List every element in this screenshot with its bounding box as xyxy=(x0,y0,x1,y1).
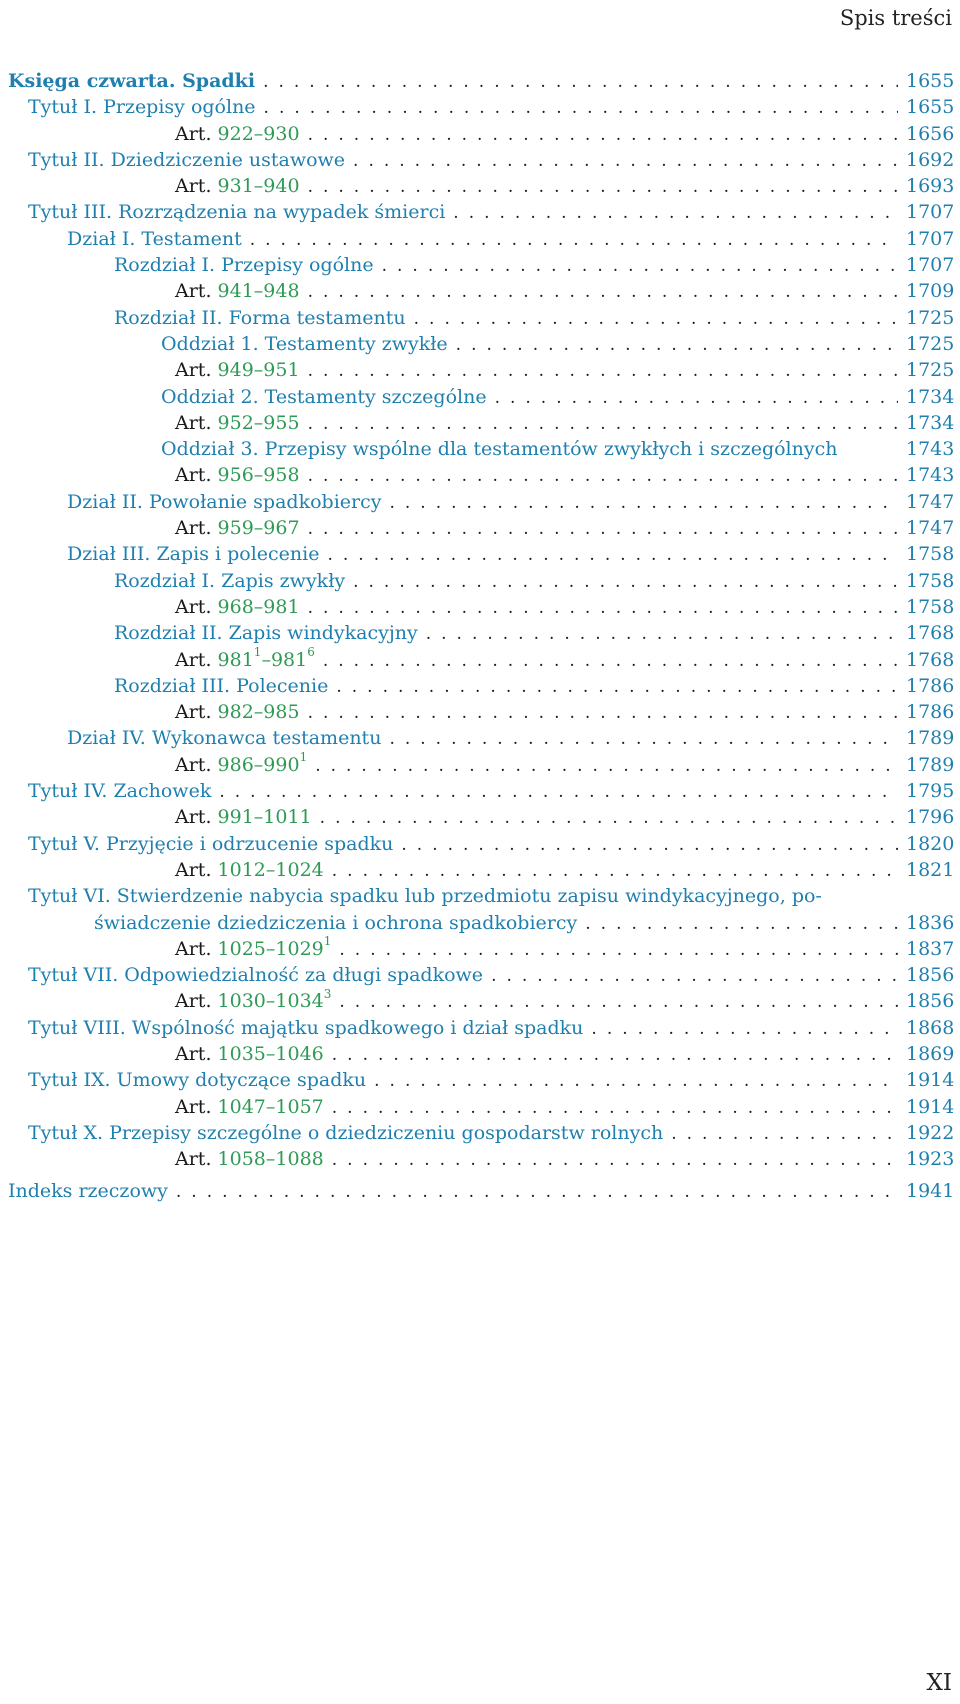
toc-entry-title-text[interactable]: Dział I. Testament xyxy=(67,227,242,250)
toc-entry-title[interactable] xyxy=(175,278,300,304)
toc-entry-title[interactable] xyxy=(114,568,345,594)
article-to: 1034 xyxy=(275,990,324,1013)
article-range-entry[interactable] xyxy=(8,410,955,436)
article-from: 1047 xyxy=(217,1095,266,1118)
article-to: 1088 xyxy=(275,1148,324,1171)
dot-leader xyxy=(585,911,898,937)
article-prefix: Art. xyxy=(175,990,212,1013)
toc-entry-title-text[interactable]: Tytuł II. Dziedziczenie ustawowe xyxy=(28,148,346,171)
toc-entry-title-text[interactable]: Tytuł I. Przepisy ogólne xyxy=(28,96,256,119)
toc-entry-page[interactable]: 1789 xyxy=(906,753,955,776)
article-from: 952 xyxy=(217,411,254,434)
dot-leader xyxy=(332,1042,898,1068)
article-prefix: Art. xyxy=(175,1042,212,1065)
toc-entry-title-text[interactable]: Tytuł VII. Odpowiedzialność za długi spadkowe xyxy=(28,964,484,987)
article-to: 967 xyxy=(263,517,300,540)
dot-leader xyxy=(308,411,898,437)
article-from: 1030 xyxy=(217,990,266,1013)
article-from: 1058 xyxy=(217,1148,266,1171)
dot-leader xyxy=(401,832,898,858)
dot-leader xyxy=(332,858,898,884)
dot-leader xyxy=(353,148,898,174)
article-from: 1012 xyxy=(217,858,266,881)
toc-entry-title[interactable] xyxy=(175,410,300,436)
toc-entry-title[interactable] xyxy=(175,1094,324,1120)
article-range-entry[interactable] xyxy=(8,357,955,383)
article-to: 1011 xyxy=(263,806,312,829)
article-prefix: Art. xyxy=(175,464,212,487)
article-to: 1024 xyxy=(275,858,324,881)
toc-entry-title[interactable] xyxy=(28,962,483,988)
dot-leader xyxy=(389,726,898,752)
toc-entry-page[interactable]: 1941 xyxy=(906,1180,955,1203)
article-range-entry[interactable] xyxy=(8,515,955,541)
article-from: 1025 xyxy=(217,937,266,960)
toc-entry-page[interactable]: 1656 xyxy=(906,122,955,145)
toc-entry-title[interactable] xyxy=(175,462,300,488)
toc-entry-title-text[interactable]: Księga czwarta. Spadki xyxy=(8,70,256,92)
article-range-entry[interactable] xyxy=(8,1094,955,1120)
article-range[interactable]: 1035–1046 xyxy=(217,1042,324,1065)
article-to: 958 xyxy=(263,464,300,487)
toc-entry-title-text[interactable]: Dział III. Zapis i polecenie xyxy=(67,543,320,566)
toc-entry[interactable] xyxy=(8,1120,955,1146)
article-prefix: Art. xyxy=(175,806,212,829)
dot-leader xyxy=(263,69,898,95)
toc-entry[interactable] xyxy=(8,384,955,410)
toc-entry-title[interactable] xyxy=(175,936,331,962)
article-prefix: Art. xyxy=(175,937,212,960)
toc-entry-page[interactable]: 1868 xyxy=(906,1016,955,1039)
dot-leader xyxy=(495,385,898,411)
toc-entry-title-text[interactable]: Rozdział II. Zapis windykacyjny xyxy=(114,622,418,645)
article-range[interactable]: 922–930 xyxy=(217,122,300,145)
article-range[interactable]: 1047–1057 xyxy=(217,1095,324,1118)
dot-leader xyxy=(339,937,898,963)
toc-entry-page[interactable]: 1796 xyxy=(906,806,955,829)
dot-leader xyxy=(323,648,898,674)
dot-leader xyxy=(308,358,898,384)
dot-leader xyxy=(308,122,898,148)
dot-leader xyxy=(264,95,898,121)
toc-entry[interactable] xyxy=(8,305,955,331)
toc-entry-title-text[interactable]: Oddział 3. Przepisy wspólne dla testamentów zwykłych i szczególnych xyxy=(161,438,838,461)
toc-entry[interactable] xyxy=(8,68,955,94)
article-to: 981 xyxy=(263,595,300,618)
toc-entry-title[interactable] xyxy=(175,173,300,199)
dot-leader xyxy=(491,963,898,989)
toc-entry[interactable] xyxy=(8,226,955,252)
toc-entry-title[interactable] xyxy=(161,384,487,410)
toc-entry-continuation[interactable] xyxy=(8,910,955,936)
toc-entry-page[interactable]: 1922 xyxy=(906,1121,955,1144)
toc-entry-page[interactable]: 1725 xyxy=(906,332,955,355)
toc-entry-title-text[interactable]: Oddział 2. Testamenty szczególne xyxy=(161,385,487,408)
dot-leader xyxy=(308,700,898,726)
article-prefix: Art. xyxy=(175,648,212,671)
article-to: 940 xyxy=(263,175,300,198)
toc-entry-title[interactable] xyxy=(175,857,324,883)
dot-leader xyxy=(453,200,898,226)
toc-entry-title[interactable] xyxy=(67,725,381,751)
toc-entry-title[interactable] xyxy=(67,541,319,567)
toc-entry-title-text[interactable]: Dział IV. Wykonawca testamentu xyxy=(67,727,382,750)
article-range[interactable]: 952–955 xyxy=(217,411,300,434)
toc-entry[interactable] xyxy=(8,883,952,909)
article-from: 949 xyxy=(217,359,254,382)
article-range-entry[interactable] xyxy=(8,804,955,830)
toc-entry-title[interactable] xyxy=(114,305,406,331)
toc-entry-title[interactable] xyxy=(161,331,448,357)
dot-leader xyxy=(327,542,898,568)
toc-entry-page[interactable]: 1836 xyxy=(906,911,955,934)
article-prefix: Art. xyxy=(175,517,212,540)
toc-entry-title[interactable] xyxy=(175,1041,324,1067)
dot-leader xyxy=(382,253,898,279)
dot-leader xyxy=(339,989,898,1015)
article-prefix: Art. xyxy=(175,411,212,434)
article-prefix: Art. xyxy=(175,701,212,724)
article-to: 1029 xyxy=(275,937,324,960)
dot-leader xyxy=(671,1121,898,1147)
article-range-entry[interactable] xyxy=(8,750,955,778)
toc-entry-title-text[interactable]: Tytuł X. Przepisy szczególne o dziedziczeniu gospodarstw rolnych xyxy=(28,1121,664,1144)
dot-leader xyxy=(332,1095,898,1121)
toc-entry[interactable] xyxy=(8,831,955,857)
toc-entry-title-text[interactable]: Tytuł IX. Umowy dotyczące spadku xyxy=(28,1069,367,1092)
article-range-entry[interactable] xyxy=(8,1041,955,1067)
toc-entry-page[interactable]: 1768 xyxy=(906,648,955,671)
toc-entry-title-continuation[interactable]: świadczenie dziedziczenia i ochrona spadkobiercy xyxy=(94,911,578,934)
article-range-entry[interactable] xyxy=(8,173,955,199)
toc-entry-page[interactable]: 1795 xyxy=(906,780,955,803)
toc-entry-title[interactable] xyxy=(67,226,242,252)
article-range[interactable]: 982–985 xyxy=(217,701,300,724)
toc-entry-page[interactable]: 1709 xyxy=(906,280,955,303)
article-to: 930 xyxy=(263,122,300,145)
toc-entry[interactable] xyxy=(8,252,955,278)
article-range[interactable]: 956–958 xyxy=(217,464,300,487)
article-to-superscript: 6 xyxy=(307,645,315,660)
toc-entry-title[interactable] xyxy=(161,436,838,462)
toc-entry-title-text[interactable]: Tytuł IV. Zachowek xyxy=(28,780,212,803)
toc-entry[interactable] xyxy=(8,436,955,462)
toc-entry-title[interactable] xyxy=(114,252,374,278)
toc-entry-title[interactable] xyxy=(175,699,300,725)
article-to: 955 xyxy=(263,411,300,434)
article-to: 990 xyxy=(263,753,300,776)
toc-entry-page[interactable]: 1856 xyxy=(906,964,955,987)
toc-entry-page[interactable]: 1837 xyxy=(906,937,955,960)
toc-entry-page[interactable]: 1786 xyxy=(906,674,955,697)
toc-entry-title[interactable] xyxy=(175,804,312,830)
article-prefix: Art. xyxy=(175,1095,212,1118)
toc-entry-page[interactable]: 1821 xyxy=(906,858,955,881)
article-from-superscript: 1 xyxy=(253,645,262,660)
toc-entry-title-text[interactable]: Rozdział III. Polecenie xyxy=(114,674,329,697)
toc-entry-title[interactable] xyxy=(114,620,418,646)
toc-entry-page[interactable]: 1914 xyxy=(906,1069,955,1092)
article-to: 981 xyxy=(270,648,308,671)
toc-entry[interactable] xyxy=(8,673,955,699)
article-prefix: Art. xyxy=(175,122,212,145)
toc-entry[interactable] xyxy=(8,962,955,988)
article-range[interactable]: 931–940 xyxy=(217,175,300,198)
article-range[interactable]: 959–967 xyxy=(217,517,300,540)
toc-entry-title-text[interactable]: Rozdział II. Forma testamentu xyxy=(114,306,406,329)
toc-entry-title[interactable] xyxy=(28,199,445,225)
article-prefix: Art. xyxy=(175,280,212,303)
toc-entry[interactable] xyxy=(8,1015,955,1041)
page-number: XI xyxy=(926,1670,952,1696)
article-prefix: Art. xyxy=(175,595,212,618)
article-range[interactable]: 991–1011 xyxy=(217,806,312,829)
running-head: Spis treści xyxy=(839,6,952,30)
article-to: 1046 xyxy=(275,1042,324,1065)
toc-entry-page[interactable]: 1768 xyxy=(906,622,955,645)
toc-entry-title[interactable] xyxy=(28,831,393,857)
article-range[interactable]: $986-990^1$ xyxy=(217,750,308,776)
article-range[interactable]: 949–951 xyxy=(217,359,300,382)
toc-entry[interactable] xyxy=(8,725,955,751)
dot-leader xyxy=(250,227,898,253)
toc-entry[interactable] xyxy=(8,147,955,173)
toc-entry[interactable] xyxy=(8,1067,955,1093)
toc-entry-title-text[interactable]: Rozdział I. Przepisy ogólne xyxy=(114,254,374,277)
article-to: 951 xyxy=(263,359,300,382)
dot-leader xyxy=(219,779,898,805)
dot-leader xyxy=(308,516,898,542)
article-range-entry[interactable] xyxy=(8,462,955,488)
dot-leader xyxy=(414,306,898,332)
toc-entry-title[interactable] xyxy=(175,988,331,1014)
article-from: 931 xyxy=(217,175,254,198)
toc-entry-page[interactable]: 1734 xyxy=(906,385,955,408)
toc-entry-title[interactable] xyxy=(28,1067,366,1093)
article-to-superscript: 1 xyxy=(299,750,308,765)
toc-entry-page[interactable]: 1786 xyxy=(906,701,955,724)
toc-entry-title-text[interactable]: Indeks rzeczowy xyxy=(8,1180,168,1203)
dot-leader xyxy=(308,463,898,489)
dot-leader xyxy=(308,174,898,200)
article-from: 922 xyxy=(217,122,254,145)
dot-leader xyxy=(353,569,898,595)
toc-entry-title[interactable] xyxy=(175,357,300,383)
toc-entry-title-text[interactable]: Tytuł V. Przyjęcie i odrzucenie spadku xyxy=(28,832,394,855)
article-prefix: Art. xyxy=(175,858,212,881)
article-range[interactable]: $981^1-981^6$ xyxy=(217,645,315,671)
toc-entry-title[interactable]: Tytuł VI. Stwierdzenie nabycia spadku lub przedmiotu zapisu windykacyjnego, po- xyxy=(28,885,822,908)
article-from: 968 xyxy=(217,595,254,618)
article-range-entry[interactable] xyxy=(8,699,955,725)
toc-entry-page[interactable]: 1693 xyxy=(906,175,955,198)
toc-entry-title[interactable] xyxy=(175,1146,324,1172)
article-prefix: Art. xyxy=(175,753,212,776)
toc-entry-title-text[interactable]: Rozdział I. Zapis zwykły xyxy=(114,569,346,592)
toc-entry-page[interactable]: 1707 xyxy=(906,201,955,224)
toc-entry-title[interactable] xyxy=(28,1015,583,1041)
toc-entry-page[interactable]: 1743 xyxy=(906,438,955,461)
toc-entry-title[interactable] xyxy=(175,647,315,673)
toc-entry-page[interactable]: 1655 xyxy=(906,70,955,92)
toc-entry-title-text[interactable]: Dział II. Powołanie spadkobiercy xyxy=(67,490,382,513)
article-range[interactable]: 1058–1088 xyxy=(217,1148,324,1171)
article-from: 981 xyxy=(217,648,254,671)
article-range-entry[interactable] xyxy=(8,857,955,883)
article-range[interactable]: 1025–1029$^1$ xyxy=(217,934,332,960)
article-range[interactable]: 1012–1024 xyxy=(217,858,324,881)
article-from: 982 xyxy=(217,701,254,724)
toc-entry-title[interactable] xyxy=(28,1120,663,1146)
article-range-entry[interactable] xyxy=(8,121,955,147)
toc-entry-title[interactable] xyxy=(67,489,381,515)
toc-entry-title-text[interactable]: Tytuł VIII. Wspólność majątku spadkowego i dział spadku xyxy=(28,1016,584,1039)
article-range-entry[interactable] xyxy=(8,278,955,304)
article-from: 986 xyxy=(217,753,254,776)
toc-entry[interactable] xyxy=(8,541,955,567)
article-from: 941 xyxy=(217,280,254,303)
toc-entry-title[interactable] xyxy=(28,778,211,804)
article-range[interactable]: 941–948 xyxy=(217,280,300,303)
toc-entry-page[interactable]: 1655 xyxy=(906,96,955,119)
article-prefix: Art. xyxy=(175,359,212,382)
toc-entry-title[interactable] xyxy=(175,594,300,620)
toc-entry-page[interactable]: 1725 xyxy=(906,359,955,382)
article-from: 1035 xyxy=(217,1042,266,1065)
dot-leader xyxy=(456,332,898,358)
toc-entry-title[interactable] xyxy=(175,752,307,778)
toc-entry-page[interactable]: 1758 xyxy=(906,569,955,592)
dot-leader xyxy=(389,490,898,516)
toc-entry-title[interactable] xyxy=(8,68,255,94)
toc-entry[interactable] xyxy=(8,778,955,804)
toc-entry-title[interactable] xyxy=(28,94,256,120)
article-range-entry[interactable] xyxy=(8,934,955,962)
article-to: 948 xyxy=(263,280,300,303)
article-to-superscript: 3 xyxy=(323,987,332,1002)
toc-entry-title-text[interactable]: Oddział 1. Testamenty zwykłe xyxy=(161,332,448,355)
toc-entry[interactable] xyxy=(8,620,955,646)
toc-entry-page[interactable]: 1692 xyxy=(906,148,955,171)
toc-entry[interactable] xyxy=(8,331,955,357)
dot-leader xyxy=(320,805,898,831)
article-from: 991 xyxy=(217,806,254,829)
toc-entry-page[interactable]: 1923 xyxy=(906,1148,955,1171)
article-range-entry[interactable] xyxy=(8,1146,955,1172)
article-range-entry[interactable] xyxy=(8,594,955,620)
article-from: 956 xyxy=(217,464,254,487)
toc-entry-page[interactable]: 1856 xyxy=(906,990,955,1013)
article-to: 985 xyxy=(263,701,300,724)
toc-entry-page[interactable]: 1747 xyxy=(906,517,955,540)
toc-entry[interactable] xyxy=(8,199,955,225)
toc-entry-page[interactable]: 1869 xyxy=(906,1042,955,1065)
dot-leader xyxy=(176,1179,898,1205)
toc-entry-title[interactable] xyxy=(175,121,300,147)
dot-leader xyxy=(336,674,898,700)
dot-leader xyxy=(374,1068,898,1094)
toc-entry-page[interactable]: 1820 xyxy=(906,832,955,855)
article-prefix: Art. xyxy=(175,175,212,198)
toc-entry[interactable] xyxy=(8,568,955,594)
article-range[interactable]: 1030–1034$^3$ xyxy=(217,987,332,1013)
toc-entry-page[interactable]: 1707 xyxy=(906,227,955,250)
toc-entry-title[interactable] xyxy=(114,673,328,699)
toc-entry-title[interactable] xyxy=(8,1178,168,1204)
toc-entry-page[interactable]: 1707 xyxy=(906,254,955,277)
article-prefix: Art. xyxy=(175,1148,212,1171)
dot-leader xyxy=(426,621,898,647)
dot-leader xyxy=(591,1016,898,1042)
article-from: 959 xyxy=(217,517,254,540)
dot-leader xyxy=(315,753,898,779)
article-range[interactable]: 968–981 xyxy=(217,595,300,618)
toc-entry-page[interactable]: 1758 xyxy=(906,543,955,566)
toc-entry-title-text[interactable]: Tytuł III. Rozrządzenia na wypadek śmierci xyxy=(28,201,446,224)
toc-entry-title[interactable] xyxy=(28,147,345,173)
toc-entry[interactable] xyxy=(8,1178,955,1204)
toc-entry[interactable] xyxy=(8,94,955,120)
toc-entry-page[interactable]: 1734 xyxy=(906,411,955,434)
toc-entry-page[interactable]: 1725 xyxy=(906,306,955,329)
dot-leader xyxy=(308,279,898,305)
article-range-entry[interactable] xyxy=(8,987,955,1014)
toc-entry-page[interactable]: 1747 xyxy=(906,490,955,513)
table-of-contents xyxy=(8,68,955,1205)
toc-entry-page[interactable]: 1789 xyxy=(906,727,955,750)
dot-leader xyxy=(332,1147,898,1173)
toc-entry[interactable] xyxy=(8,489,955,515)
article-to: 1057 xyxy=(275,1095,324,1118)
dot-leader xyxy=(308,595,898,621)
article-to-superscript: 1 xyxy=(323,934,332,949)
toc-entry-page[interactable]: 1743 xyxy=(906,464,955,487)
toc-entry-title[interactable] xyxy=(175,515,300,541)
toc-entry-page[interactable]: 1914 xyxy=(906,1095,955,1118)
article-range-entry[interactable] xyxy=(8,645,955,673)
toc-entry-page[interactable]: 1758 xyxy=(906,595,955,618)
